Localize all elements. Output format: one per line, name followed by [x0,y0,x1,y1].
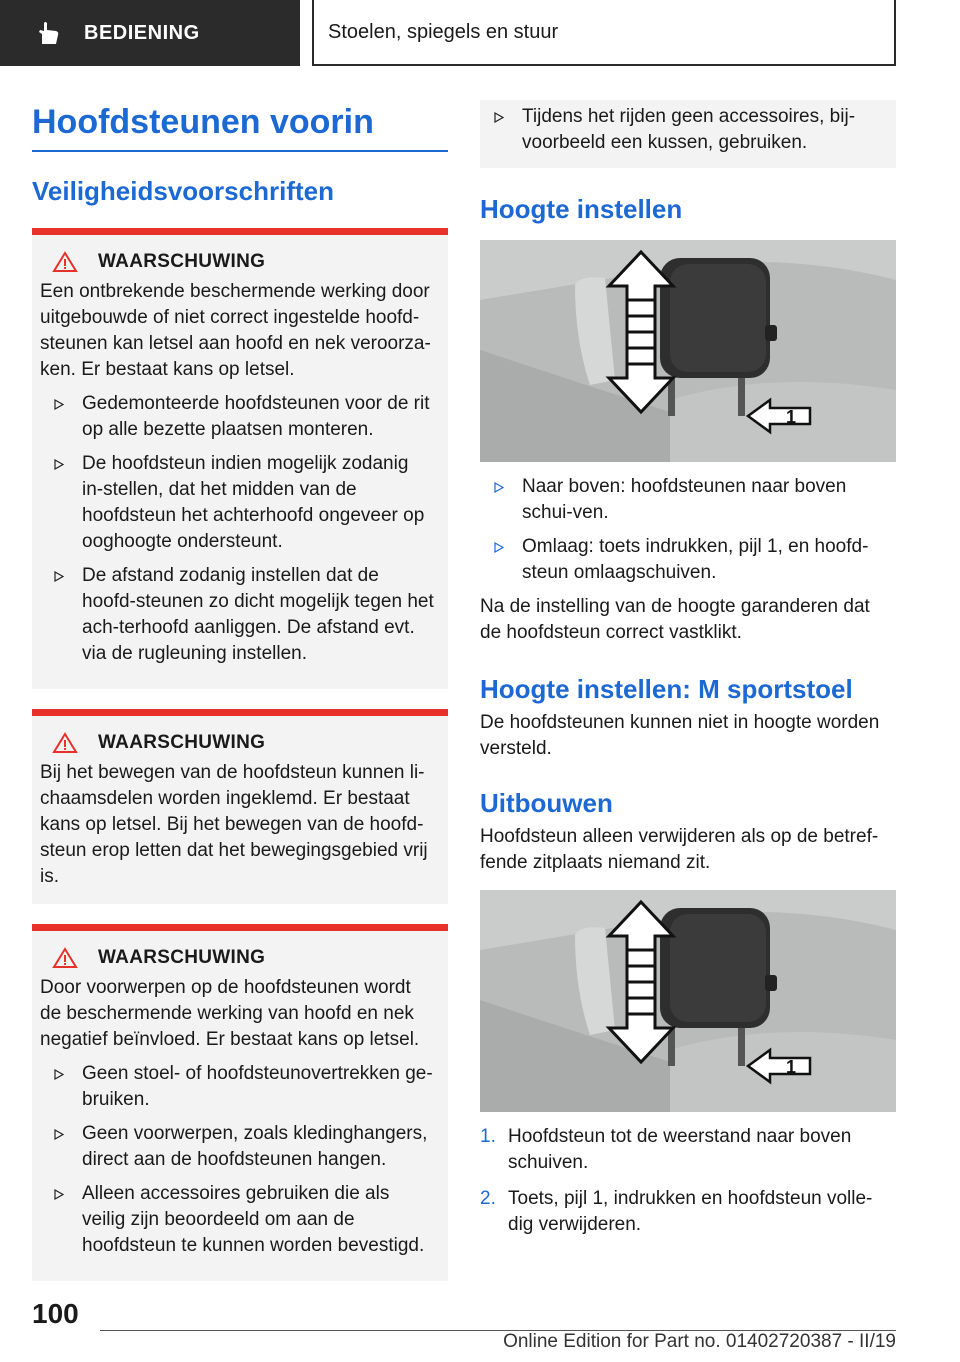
page-number: 100 [32,1298,79,1329]
edition-info: Online Edition for Part no. 01402720387 - II/19 [503,1331,896,1352]
bullet-triangle-icon [54,1069,64,1080]
chapter-label: Stoelen, spiegels en stuur [328,20,559,43]
warning-continuation [480,100,896,168]
chapter-title [312,0,896,66]
bullet-triangle-icon [54,459,64,470]
bullet-triangle-icon [54,1129,64,1140]
warning-title-3: WAARSCHUWING [40,947,434,969]
left-column [32,100,448,1281]
section-tab [0,0,300,66]
list-item: Geen voorwerpen, zoals kledinghangers, direct aan de hoofdsteunen hangen. [40,1121,434,1173]
warning-triangle-icon [52,732,78,754]
warning-triangle-icon [52,947,78,969]
bullet-triangle-icon [494,542,504,553]
list-item: Tijdens het rijden geen accessoires, bij-voorbeeld een kussen, gebruiken. [480,104,882,156]
hand-pointer-icon [36,20,62,46]
headrest-illustration [480,890,896,1112]
height-note: Na de instelling van de hoogte garanderen dat de hoofdsteun correct vastklikt. [480,596,870,643]
removal-steps [480,1124,896,1238]
warning-title-2: WAARSCHUWING [40,732,434,754]
remove-text: Hoofdsteun alleen verwijderen als op de betref-fende zitplaats niemand zit. [480,826,879,873]
list-item: De hoofdsteun indien mogelijk zodanig in-stellen, dat het midden van de hoofdsteun het achterhoofd ongeveer op ooghoogte ondersteunt. [40,451,434,555]
list-item: Alleen accessoires gebruiken die als veilig zijn beoordeeld om aan de hoofdsteun te kunnen worden bevestigd. [40,1181,434,1259]
figure-callout-label: 1 [786,1057,797,1077]
right-column [480,100,896,1248]
warning-triangle-icon [52,251,78,273]
list-item: Gedemonteerde hoofdsteunen voor de rit op alle bezette plaatsen monteren. [40,391,434,443]
headrest-illustration [480,240,896,462]
m-sport-heading: Hoogte instellen: M sportstoel [480,674,853,704]
list-item: 1. Hoofdsteun tot de weerstand naar boven schuiven. [480,1126,852,1173]
warning-box-1 [32,228,448,689]
m-sport-text: De hoofdsteunen kunnen niet in hoogte worden versteld. [480,712,880,759]
warning-text-3: Door voorwerpen op de hoofdsteunen wordt de beschermende werking van hoofd en nek negatief beïnvloed. Er bestaat kans op letsel. [40,977,420,1050]
warning-title-1: WAARSCHUWING [40,251,434,273]
bullet-triangle-icon [54,399,64,410]
height-bullets [480,474,896,586]
warning-bullets-3 [40,1061,434,1259]
bullet-triangle-icon [54,571,64,582]
figure-callout-label: 1 [786,407,797,427]
safety-heading: Veiligheidsvoorschriften [32,176,334,206]
warning-text-2: Bij het bewegen van de hoofdsteun kunnen li-chaamsdelen worden ingeklemd. Er bestaat kans op letsel. Bij het bewegen van de hoofd-steun erop letten dat het bewegingsgebied vrij is. [40,762,428,887]
warning-text-1: Een ontbrekende beschermende werking door uitgebouwde of niet correct ingestelde hoofd-steunen kan letsel aan hoofd en nek veroorza-ken. Er bestaat kans op letsel. [40,281,431,380]
list-item: Geen stoel- of hoofdsteunovertrekken ge-bruiken. [40,1061,434,1113]
headrest-height-figure [480,240,896,462]
height-adjust-heading: Hoogte instellen [480,194,683,224]
bullet-triangle-icon [494,112,504,123]
list-item: De afstand zodanig instellen dat de hoofd-steunen zo dicht mogelijk tegen het ach-terhoofd aanliggen. De afstand evt. via de rugleuning instellen. [40,563,434,667]
warning-box-3 [32,924,448,1281]
section-label: BEDIENING [84,21,200,44]
list-item: Omlaag: toets indrukken, pijl 1, en hoofd-steun omlaagschuiven. [480,534,896,586]
warning-bullets-1 [40,391,434,667]
headrest-removal-figure [480,890,896,1112]
page-title: Hoofdsteunen voorin [32,100,448,152]
list-item: 2. Toets, pijl 1, indrukken en hoofdsteun volle-dig verwijderen. [480,1188,873,1235]
bullet-triangle-icon [494,482,504,493]
remove-heading: Uitbouwen [480,788,613,818]
warning-box-2 [32,709,448,904]
list-item: Naar boven: hoofdsteunen naar boven schui-ven. [480,474,896,526]
bullet-triangle-icon [54,1189,64,1200]
